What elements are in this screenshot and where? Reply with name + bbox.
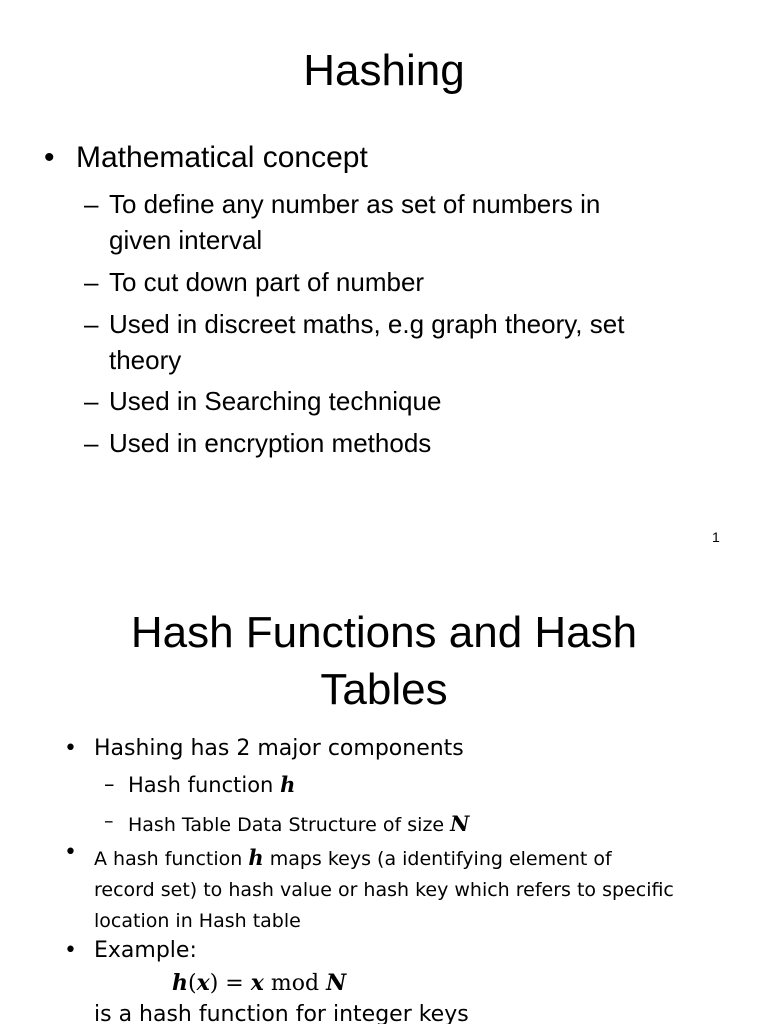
dash-marker: – <box>84 189 99 219</box>
bullet-example: Example: <box>94 938 197 963</box>
subitem-discreet-maths: Used in discreet maths, e.g graph theory, set <box>109 309 625 339</box>
bullet-marker: • <box>64 938 77 963</box>
slide-title <box>0 604 768 718</box>
slide-hash-functions <box>0 560 768 1024</box>
page-number: 1 <box>712 529 720 545</box>
slide-title: Hashing <box>303 46 465 95</box>
example-caption: is a hash function for integer keys <box>94 1002 469 1024</box>
bullet-marker: • <box>64 840 77 865</box>
dash-marker: – <box>84 267 99 297</box>
dash-marker: – <box>104 772 115 796</box>
bullet-marker: • <box>44 141 55 174</box>
dash-marker: – <box>104 810 114 832</box>
bullet-hash-function-definition: A hash function h maps keys (a identifying element of record set) to hash value or hash key which refers to specific location in Hash table <box>94 845 674 932</box>
bullet-major-components: Hashing has 2 major components <box>94 736 464 761</box>
bullet-marker: • <box>64 736 77 761</box>
math-var-h: h <box>280 772 296 797</box>
formula-mod: h(x) = x mod N <box>172 970 347 996</box>
math-var-n: N <box>450 811 470 836</box>
subitem-discreet-maths-cont: theory <box>109 345 182 375</box>
subitem-encryption: Used in encryption methods <box>109 428 432 458</box>
slide-title-line2: Tables <box>320 665 448 714</box>
subitem-define-number-cont: given interval <box>109 225 263 255</box>
subitem-hash-function: Hash function h <box>128 772 296 797</box>
subitem-hash-table: Hash Table Data Structure of size N <box>128 811 470 836</box>
slide-title-line1: Hash Functions and Hash <box>130 608 638 657</box>
math-var-h: h <box>248 845 264 870</box>
dash-marker: – <box>84 428 99 458</box>
dash-marker: – <box>84 309 99 339</box>
subitem-cut-down: To cut down part of number <box>109 267 425 297</box>
subitem-searching: Used in Searching technique <box>109 386 442 416</box>
dash-marker: – <box>84 386 99 416</box>
bullet-mathematical-concept: Mathematical concept <box>76 141 368 174</box>
subitem-define-number: To define any number as set of numbers in <box>109 189 601 219</box>
